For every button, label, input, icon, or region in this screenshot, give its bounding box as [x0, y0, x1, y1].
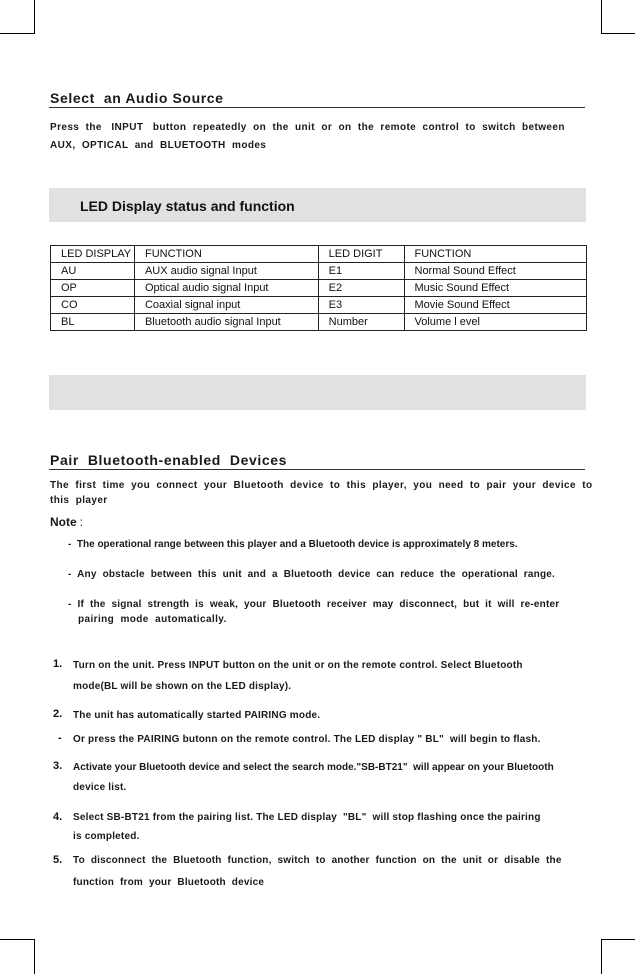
- note-item: - If the signal strength is weak, your Bluetooth receiver may disconnect, but it will re-enter: [68, 599, 560, 610]
- table-row: [51, 297, 587, 314]
- crop-mark-bottom-left-v: [34, 939, 35, 974]
- table-cell: AUX audio signal Input: [134, 263, 318, 280]
- crop-mark-bottom-right-v: [601, 939, 602, 974]
- step-text: mode(BL will be shown on the LED display).: [73, 681, 292, 692]
- table-cell: Optical audio signal Input: [134, 280, 318, 297]
- led-heading-band: [49, 188, 586, 222]
- table-row: [51, 263, 587, 280]
- section-rule: [49, 469, 585, 470]
- crop-mark-top-left-h: [0, 33, 35, 34]
- table-header-cell: LED DIGIT: [318, 246, 404, 263]
- table-header-cell: LED DISPLAY: [51, 246, 135, 263]
- crop-mark-top-left-v: [34, 0, 35, 34]
- audio-source-line-1: Press the INPUT button repeatedly on the unit or on the remote control to switch between: [50, 122, 565, 133]
- table-header-cell: FUNCTION: [404, 246, 587, 263]
- audio-source-line-2: AUX, OPTICAL and BLUETOOTH modes: [50, 140, 267, 151]
- crop-mark-top-right-v: [601, 0, 602, 34]
- step-number: 1.: [53, 658, 63, 670]
- step-number: -: [58, 732, 62, 744]
- step-text: function from your Bluetooth device: [73, 877, 265, 888]
- table-row: [51, 314, 587, 331]
- empty-gray-band: [49, 375, 586, 410]
- section-rule: [49, 107, 585, 108]
- section-title-pair-bluetooth: Pair Bluetooth-enabled Devices: [50, 452, 288, 468]
- step-text: Turn on the unit. Press INPUT button on the unit or on the remote control. Select Bluetooth: [73, 660, 523, 671]
- note-item: - Any obstacle between this unit and a Bluetooth device can reduce the operational range.: [68, 569, 555, 580]
- table-cell: AU: [51, 263, 135, 280]
- step-text: To disconnect the Bluetooth function, switch to another function on the unit or disable the: [73, 855, 562, 866]
- table-cell: CO: [51, 297, 135, 314]
- table-cell: Volume l evel: [404, 314, 587, 331]
- step-text: is completed.: [73, 831, 140, 842]
- step-number: 3.: [53, 760, 63, 772]
- step-text: The unit has automatically started PAIRING mode.: [73, 710, 321, 721]
- table-cell: BL: [51, 314, 135, 331]
- table-cell: Number: [318, 314, 404, 331]
- led-heading-title: LED Display status and function: [80, 198, 295, 214]
- table-cell: Movie Sound Effect: [404, 297, 587, 314]
- step-number: 5.: [53, 854, 63, 866]
- step-number: 2.: [53, 708, 63, 720]
- note-item-continuation: pairing mode automatically.: [78, 614, 227, 625]
- note-label: Note: [50, 515, 77, 529]
- note-heading: [50, 515, 83, 529]
- table-row: [51, 280, 587, 297]
- crop-mark-bottom-right-h: [601, 939, 635, 940]
- pair-intro-line-2: this player: [50, 495, 108, 506]
- table-cell: Normal Sound Effect: [404, 263, 587, 280]
- table-cell: E1: [318, 263, 404, 280]
- table-cell: Music Sound Effect: [404, 280, 587, 297]
- section-title-audio-source: Select an Audio Source: [50, 90, 224, 106]
- table-header-row: [51, 246, 587, 263]
- crop-mark-bottom-left-h: [0, 939, 35, 940]
- step-text: Activate your Bluetooth device and select the search mode."SB-BT21" will appear on your Bluetooth: [73, 762, 554, 773]
- step-text: Select SB-BT21 from the pairing list. The LED display "BL" will stop flashing once the pairing: [73, 812, 541, 823]
- table-cell: Coaxial signal input: [134, 297, 318, 314]
- table-header-cell: FUNCTION: [134, 246, 318, 263]
- note-colon: :: [79, 515, 84, 529]
- crop-mark-top-right-h: [601, 33, 635, 34]
- table-cell: OP: [51, 280, 135, 297]
- step-text: Or press the PAIRING butonn on the remote control. The LED display " BL" will begin to flash.: [73, 734, 541, 745]
- table-cell: Bluetooth audio signal Input: [134, 314, 318, 331]
- table-cell: E3: [318, 297, 404, 314]
- step-text: device list.: [73, 782, 127, 793]
- note-item: - The operational range between this player and a Bluetooth device is approximately 8 meters.: [68, 539, 518, 550]
- table-cell: E2: [318, 280, 404, 297]
- pair-intro-line-1: The first time you connect your Bluetooth device to this player, you need to pair your device to: [50, 480, 593, 491]
- led-table: [50, 245, 587, 331]
- step-number: 4.: [53, 811, 63, 823]
